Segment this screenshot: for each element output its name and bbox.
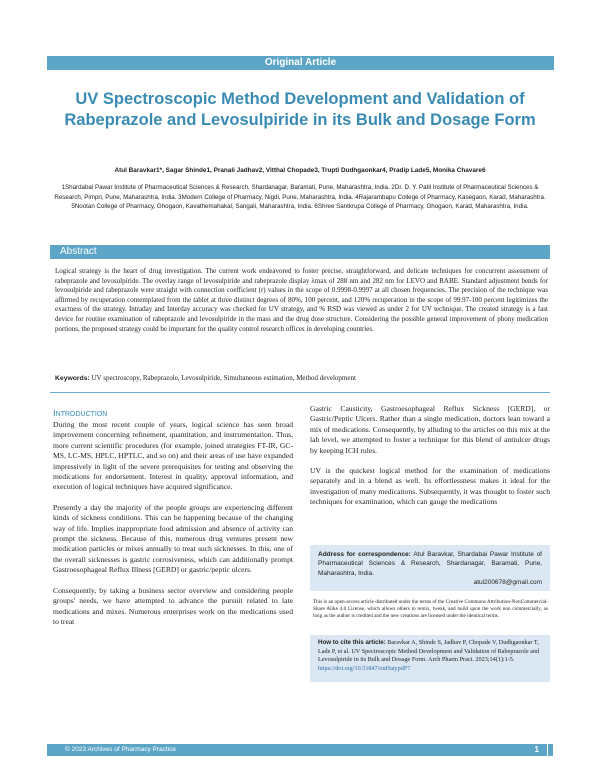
intro-paragraph: UV is the quickest logical method for the examination of medications separately and in a blend as well. Its effortlessness makes it ideal for the investigation of many medications. Subsequently, it was thought to foster such techniques for examination, which can gauge the medications xyxy=(310,466,550,507)
citation-box xyxy=(310,635,550,682)
intro-paragraph: During the most recent couple of years, logical science has seen broad improvement concerning refinement, quantitation, and instrumentation. Thus, more current scientific procedures (for example, joined strategies FT-IR, GC-MS, LC-MS, HPLC, HPTLC, and so on) and their areas of use have expanded impressively in light of the severe prerequisites for testing and observing the medications for endorsement. Interest in quality, approval information, and execution of logical techniques have acquired significance. xyxy=(53,420,293,492)
keywords-text: UV spectroscopy, Rabeprazole, Levosulpiride, Simultaneous estimation, Method development xyxy=(91,374,356,382)
correspondence-box xyxy=(310,545,550,591)
article-type-label: Original Article xyxy=(264,57,337,68)
section-divider xyxy=(50,392,550,393)
footer-separator xyxy=(547,744,548,756)
intro-paragraph: Presently a day the majority of the people groups are experiencing different kinds of sickness conditions. This can be happening because of the changing way of life. Implies inappropriate food admission and absence of activity can prompt the sickness. Because of this, numerous drug ventures present new medication particles or mixes annually to treat such sicknesses. In this, one of the overall sicknesses is gastric corrosiveness, which can additionally prompt Gastroesophageal Reflux Illness [GERD] or gastric/peptic ulcers. xyxy=(53,502,293,575)
affiliations: 1Shardabai Pawar Institute of Pharmaceutical Sciences & Research, Shardanagar, Baramati, Pune, Maharashtra, India. 2Dr. D. Y. Patil Institute of Pharmaceutical Sciences & Research, Pimpri, Pune, Maharashtra, India. 3Modern College of Pharmacy, Nigdi, Pune, Maharashtra, India. 4Rajarambapu College of Pharmacy, Kasegaon, Karad, Maharashtra. 5Nootan College of Pharmacy, Ghogaon, Kavathemahakal, Sangali, Maharashtra, India. 6Shree Santkrupa College of Pharmacy, Ghogaon, Karad, Maharashtra, India. xyxy=(54,184,546,210)
citation-label: How to cite this article: xyxy=(318,639,386,646)
right-column xyxy=(310,404,550,518)
correspondence-text: Atul Baravkar, Shardabai Pawar Institute of Pharmaceutical Sciences & Research, Shardanagar, Baramati, Pune, Maharashtra, India. xyxy=(318,551,542,577)
correspondence-label: Address for correspondence: xyxy=(318,551,411,558)
introduction-heading: Introduction xyxy=(53,408,108,419)
author-list: Atul Baravkar1*, Sagar Shinde1, Pranali Jadhav2, Vitthal Chopade3, Trupti Dudhgaonkar4, Pradip Lade5, Monika Chavare6 xyxy=(114,167,486,174)
citation-text: Baravkar A, Shinde S, Jadhav P, Chopade V, Dudhgaonkar T, Lade P, et al. UV Spectroscopic Method Development and Validation of Rabeprazole and Levosulpiride in its Bulk and Dosage Form. Arch Pharm Pract. 2023;14(1):1-5. xyxy=(318,639,540,664)
keywords xyxy=(55,374,548,384)
intro-paragraph: Gastric Causticity, Gastroesophageal Reflux Sickness [GERD], or Gastric/Peptic Ulcers. Rather than a single medication, doctors lean toward a mix of medications. Consequently, by alluding to the articles on this mix at the lab level, we attempted to foster a technique for this blend of antiulcer drugs by keeping ICH rules. xyxy=(310,404,550,455)
citation-doi-link[interactable]: https://doi.org/10.51847/ouHaiypdF7 xyxy=(318,664,411,672)
page-number: 1 xyxy=(534,745,539,754)
keywords-label: Keywords: xyxy=(55,375,90,382)
correspondence-email[interactable]: atul200678@gmail.com xyxy=(473,579,542,587)
intro-paragraph: Consequently, by taking a business sector overview and considering people groups' needs, we have attempted to advance the pursuit related to late medications and mixes. Numerous enterprises work on the medications used to treat xyxy=(53,585,293,626)
copyright: © 2023 Archives of Pharmacy Practice xyxy=(65,746,177,753)
article-type-banner xyxy=(47,56,554,70)
license-notice: This is an open-access article distributed under the terms of the Creative Commons Attribution-NonCommercial-Share Alike 4.0 License, which allows others to remix, tweak, and build upon the work non commercially, as long as the author is credited and the new creations are licensed under the identical terms. xyxy=(313,599,548,620)
abstract-heading: Abstract xyxy=(50,245,550,259)
abstract-text: Logical strategy is the heart of drug investigation. The current work endeavored to foster precise, straightforward, and delicate techniques for concurrent assessment of rabeprazole and levosulpiride. The overlay range of levosulpiride and rabeprazole display λmax of 288 nm and 282 nm for LEVO and RABE. Standard adjustment bends for levosulpiride and rabeprazole were straight with connection coefficient (r) values in the scope of 0.9998-0.9997 at all chosen frequencies. The precision of the technique was affirmed by recuperation contemplated from the tablet at three distinct degrees of 80%, 100 percent, and 120% recuperation in the scope of 99.97-100 percent legitimizes the exactness of the strategy. Intraday and Interday accuracy was checked for UV strategy, and % RSD was viewed as under 2 for UV technique. The created strategy is a fast device for routine examination of rabeprazole and levosulpiride in the mass and the drug dose structure. Considering the possible general improvement of phony medication portions, the proposed strategy could be important for the quality control research offices in developing countries. xyxy=(55,267,548,333)
left-column xyxy=(53,420,293,637)
page-footer xyxy=(47,744,553,756)
paper-title: UV Spectroscopic Method Development and Validation of Rabeprazole and Levosulpiride in its Bulk and Dosage Form xyxy=(64,90,536,129)
